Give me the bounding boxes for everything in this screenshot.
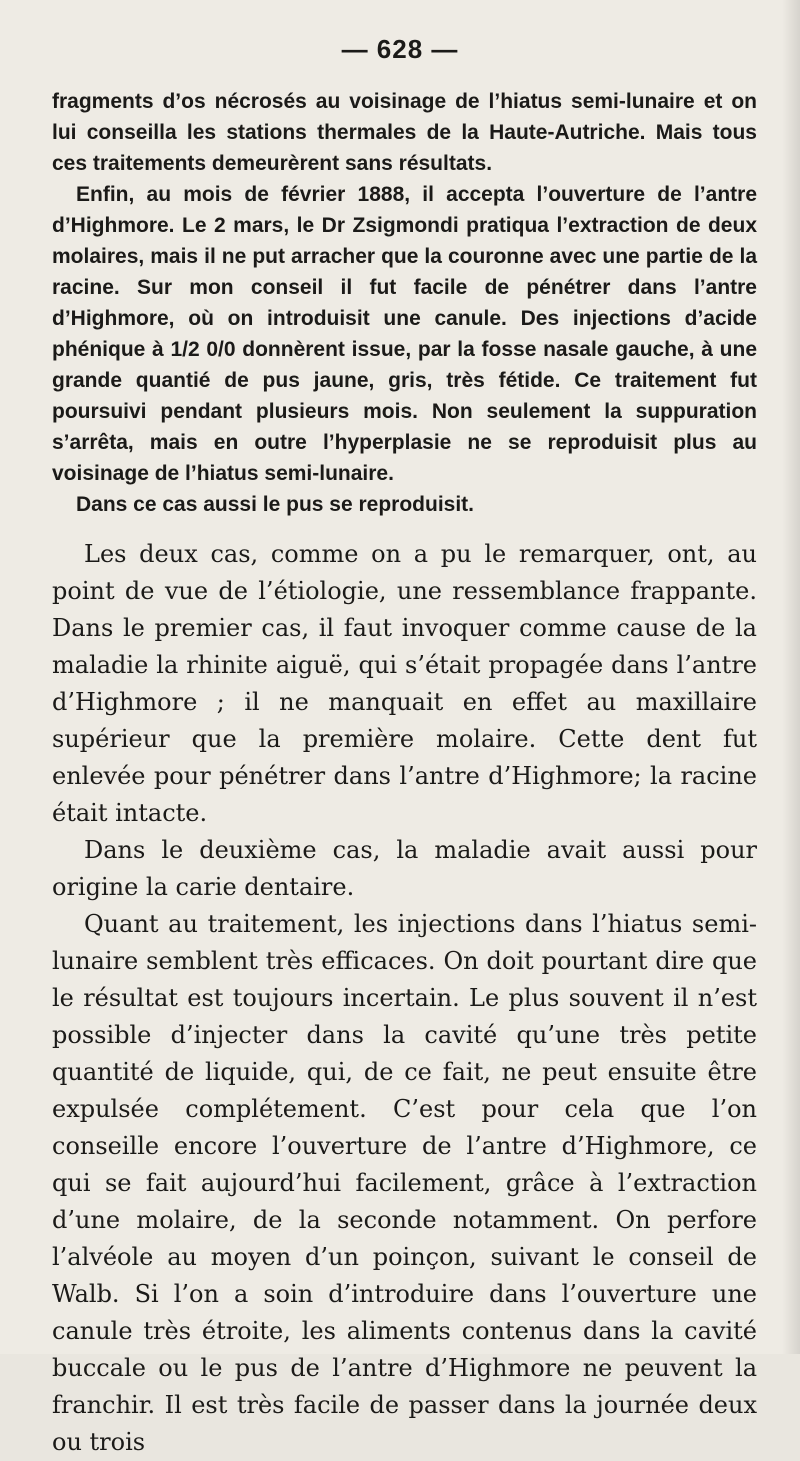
paragraph: Dans ce cas aussi le pus se reproduisit. <box>76 493 475 516</box>
paragraph: Quant au traitement, les injections dans l’hiatus semi-lunaire semblent très efficaces. On doit pourtant dire que le résultat est toujours incertain. Le plus souvent il n’est possible d’injecter dans la cavité qu’une très petite quantité de liquide, qui, de ce fait, ne peut ensuite être expulsée complétement. C’est pour cela que l’on conseille encore l’ouverture de l’antre d’Highmore, ce qui se fait aujourd’hui facilement, grâce à l’extraction d’une molaire, de la seconde notamment. On perfore l’alvéole au moyen d’un poinçon, suivant le conseil de Walb. Si l’on a soin d’introduire dans l’ouverture une canule très étroite, les aliments contenus dans la cavité buccale ou le pus de l’antre d’Highmore ne peuvent la franchir. Il est très facile de passer dans la journée deux ou trois <box>52 910 757 1456</box>
paragraph: Dans le deuxième cas, la maladie avait aussi pour origine la carie dentaire. <box>52 836 757 901</box>
page-edge-shadow <box>782 0 800 1354</box>
case-report-text <box>52 86 757 520</box>
paragraph: Enfin, au mois de février 1888, il accepta l’ouverture de l’antre d’Highmore. Le 2 mars, le Dr Zsigmondi pratiqua l’extraction de deux molaires, mais il ne put arracher que la couronne avec une partie de la racine. Sur mon conseil il fut facile de pénétrer dans l’antre d’Highmore, où on introduisit une canule. Des injections d’acide phénique à 1/2 0/0 donnèrent issue, par la fosse nasale gauche, à une grande quantié de pus jaune, gris, très fétide. Ce traitement fut poursuivi pendant plusieurs mois. Non seulement la suppuration s’arrêta, mais en outre l’hyperplasie ne se reproduisit plus au voisinage de l’hiatus semi-lunaire. <box>52 183 757 485</box>
paragraph: Les deux cas, comme on a pu le remarquer, ont, au point de vue de l’étiologie, une ressemblance frappante. Dans le premier cas, il faut invoquer comme cause de la maladie la rhinite aiguë, qui s’était propagée dans l’antre d’Highmore ; il ne manquait en effet au maxillaire supérieur que la première molaire. Cette dent fut enlevée pour pénétrer dans l’antre d’Highmore; la racine était intacte. <box>52 540 757 827</box>
page-number: — 628 — <box>341 34 459 64</box>
discussion-text <box>52 536 757 1461</box>
paragraph: fragments d’os nécrosés au voisinage de l’hiatus semi-lunaire et on lui conseilla les stations thermales de la Haute-Autriche. Mais tous ces traitements demeurèrent sans résultats. <box>52 90 757 175</box>
